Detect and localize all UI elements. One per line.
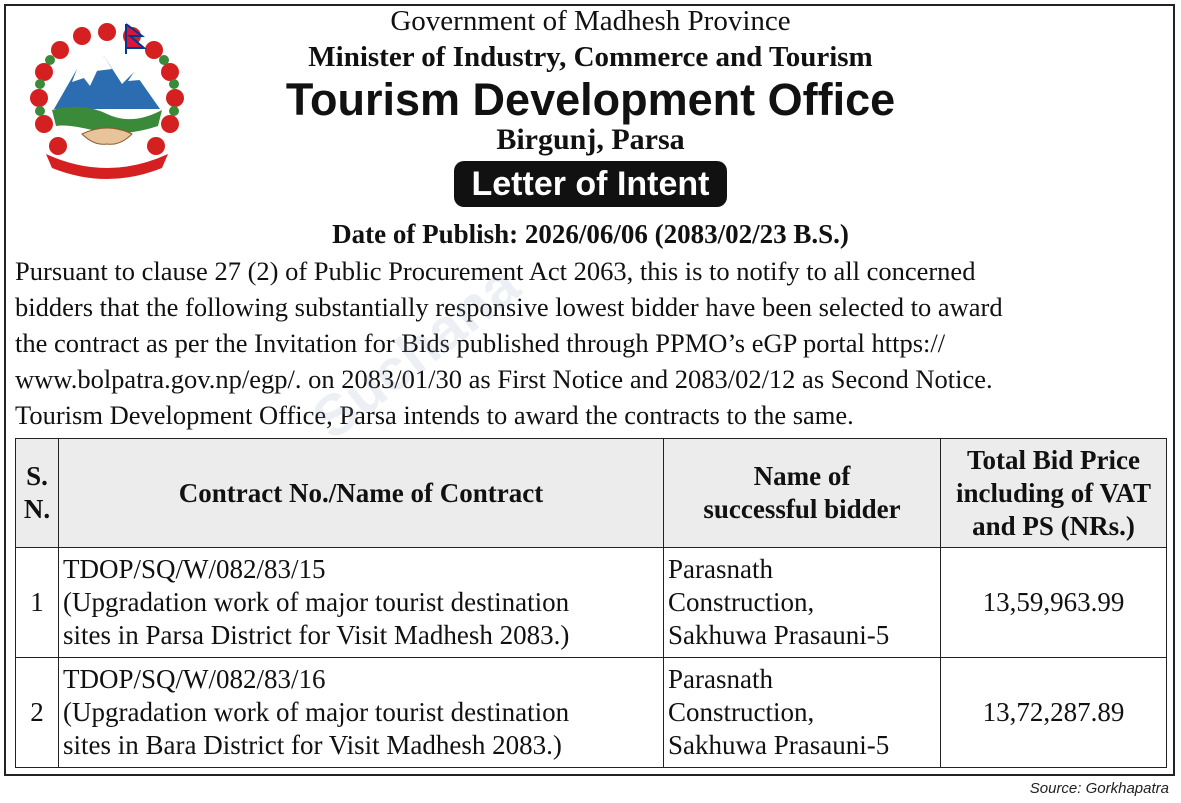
row-contract: TDOP/SQ/W/082/83/15 (Upgradation work of major tourist destination sites in Parsa District for Visit Madhesh 2083.) — [59, 548, 664, 658]
body-line: www.bolpatra.gov.np/egp/. on 2083/01/30 as First Notice and 2083/02/12 as Second Notice. — [15, 364, 993, 394]
row-bidder: Parasnath Construction, Sakhuwa Prasauni-5 — [664, 658, 941, 768]
table-header-row — [16, 439, 1167, 548]
row-sn: 2 — [16, 658, 59, 768]
body-line: the contract as per the Invitation for Bids published through PPMO’s eGP portal https:// — [15, 328, 946, 358]
body-line: bidders that the following substantially responsive lowest bidder have been selected to award — [15, 292, 1003, 322]
source-credit: Source: Gorkhapatra — [1029, 780, 1169, 797]
row-sn: 1 — [16, 548, 59, 658]
row-bidder: Parasnath Construction, Sakhuwa Prasauni-5 — [664, 548, 941, 658]
body-line: Tourism Development Office, Parsa intends to award the contracts to the same. — [15, 400, 854, 430]
header-bidder: Name of successful bidder — [664, 439, 941, 548]
office-name: Tourism Development Office — [285, 74, 896, 125]
header-sn: S. N. — [16, 439, 59, 548]
header-contract: Contract No./Name of Contract — [59, 439, 664, 548]
row-price: 13,72,287.89 — [941, 658, 1167, 768]
watermark: Suchana — [300, 251, 532, 453]
government-name: Government of Madhesh Province — [390, 5, 791, 37]
award-table — [15, 438, 1167, 768]
office-location: Birgunj, Parsa — [496, 123, 685, 156]
row-price: 13,59,963.99 — [941, 548, 1167, 658]
table-row — [16, 658, 1167, 768]
notice-title: Letter of Intent — [454, 161, 728, 207]
notice-body — [15, 253, 1167, 433]
table-row — [16, 548, 1167, 658]
header-price: Total Bid Price including of VAT and PS (NRs.) — [941, 439, 1167, 548]
publish-date: Date of Publish: 2026/06/06 (2083/02/23 B.S.) — [332, 219, 849, 249]
row-contract: TDOP/SQ/W/082/83/16 (Upgradation work of major tourist destination sites in Bara District for Visit Madhesh 2083.) — [59, 658, 664, 768]
ministry-name: Minister of Industry, Commerce and Tourism — [308, 41, 873, 73]
body-line: Pursuant to clause 27 (2) of Public Procurement Act 2063, this is to notify to all concerned — [15, 256, 976, 286]
